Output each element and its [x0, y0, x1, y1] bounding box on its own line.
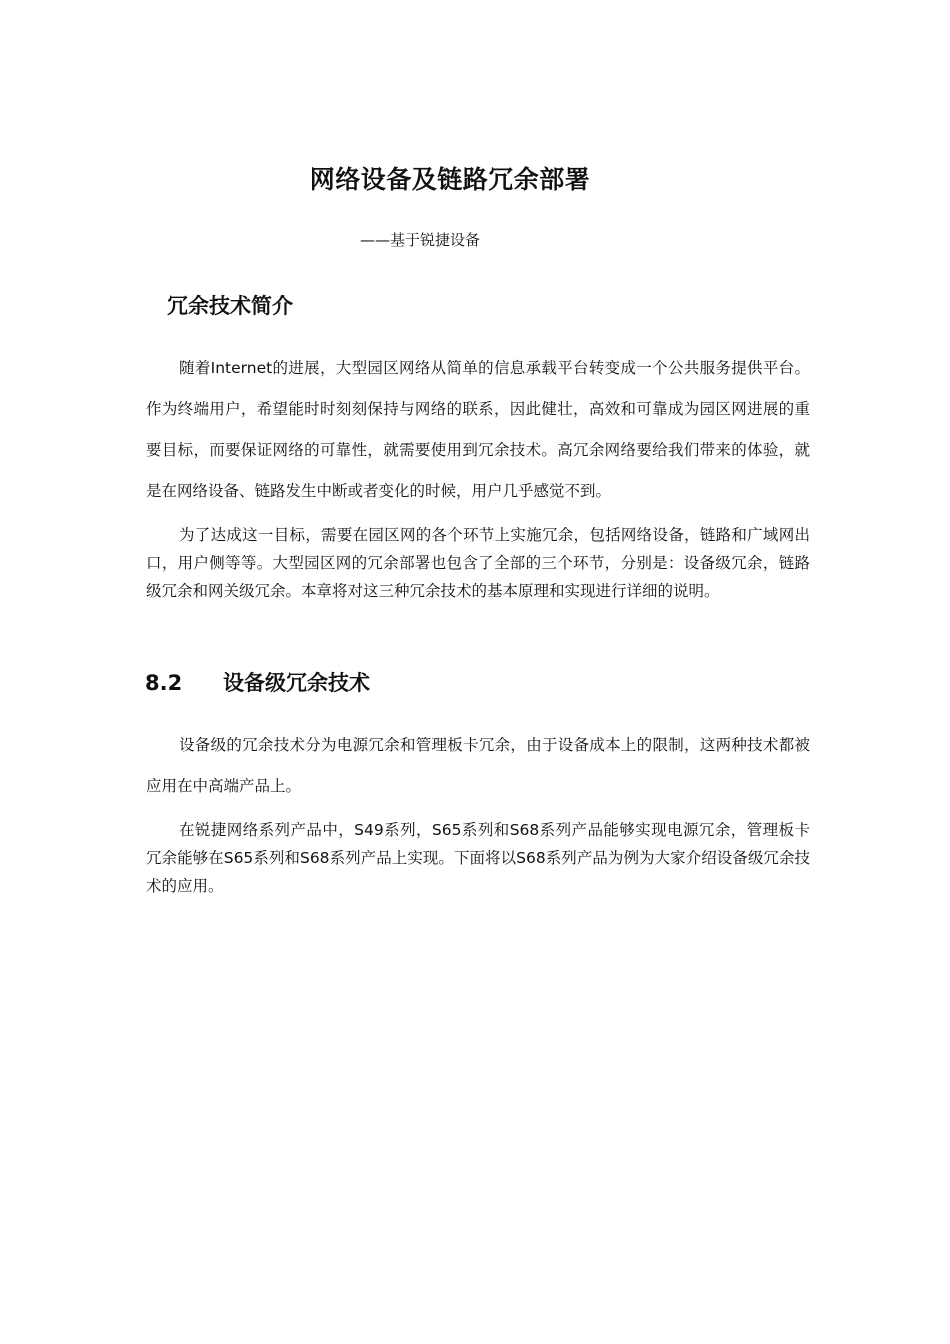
document-title: 网络设备及链路冗余部署	[309, 165, 591, 194]
paragraph-device-redundancy-2: 在锐捷网络系列产品中，S49系列，S65系列和S68系列产品能够实现电源冗余，管理板卡冗余能够在S65系列和S68系列产品上实现。下面将以S68系列产品为例为大家介绍设备级冗余技术的应用。	[146, 821, 810, 895]
section-heading-redundancy-intro: 冗余技术简介	[167, 294, 293, 318]
section-number: 8.2	[145, 671, 183, 695]
section-heading-device-redundancy	[145, 667, 370, 697]
paragraph-redundancy-intro-2: 为了达成这一目标，需要在园区网的各个环节上实施冗余，包括网络设备，链路和广域网出口，用户侧等等。大型园区网的冗余部署也包含了全部的三个环节，分别是：设备级冗余，链路级冗余和网关级冗余。本章将对这三种冗余技术的基本原理和实现进行详细的说明。	[146, 526, 810, 600]
paragraph-device-redundancy-1: 设备级的冗余技术分为电源冗余和管理板卡冗余，由于设备成本上的限制，这两种技术都被应用在中高端产品上。	[146, 736, 810, 795]
paragraph-redundancy-intro-1: 随着Internet的进展，大型园区网络从简单的信息承载平台转变成一个公共服务提供平台。作为终端用户，希望能时时刻刻保持与网络的联系，因此健壮，高效和可靠成为园区网进展的重要目标，而要保证网络的可靠性，就需要使用到冗余技术。高冗余网络要给我们带来的体验，就是在网络设备、链路发生中断或者变化的时候，用户几乎感觉不到。	[146, 359, 810, 500]
section-heading-text: 设备级冗余技术	[223, 671, 370, 695]
document-subtitle: ——基于锐捷设备	[360, 231, 481, 249]
